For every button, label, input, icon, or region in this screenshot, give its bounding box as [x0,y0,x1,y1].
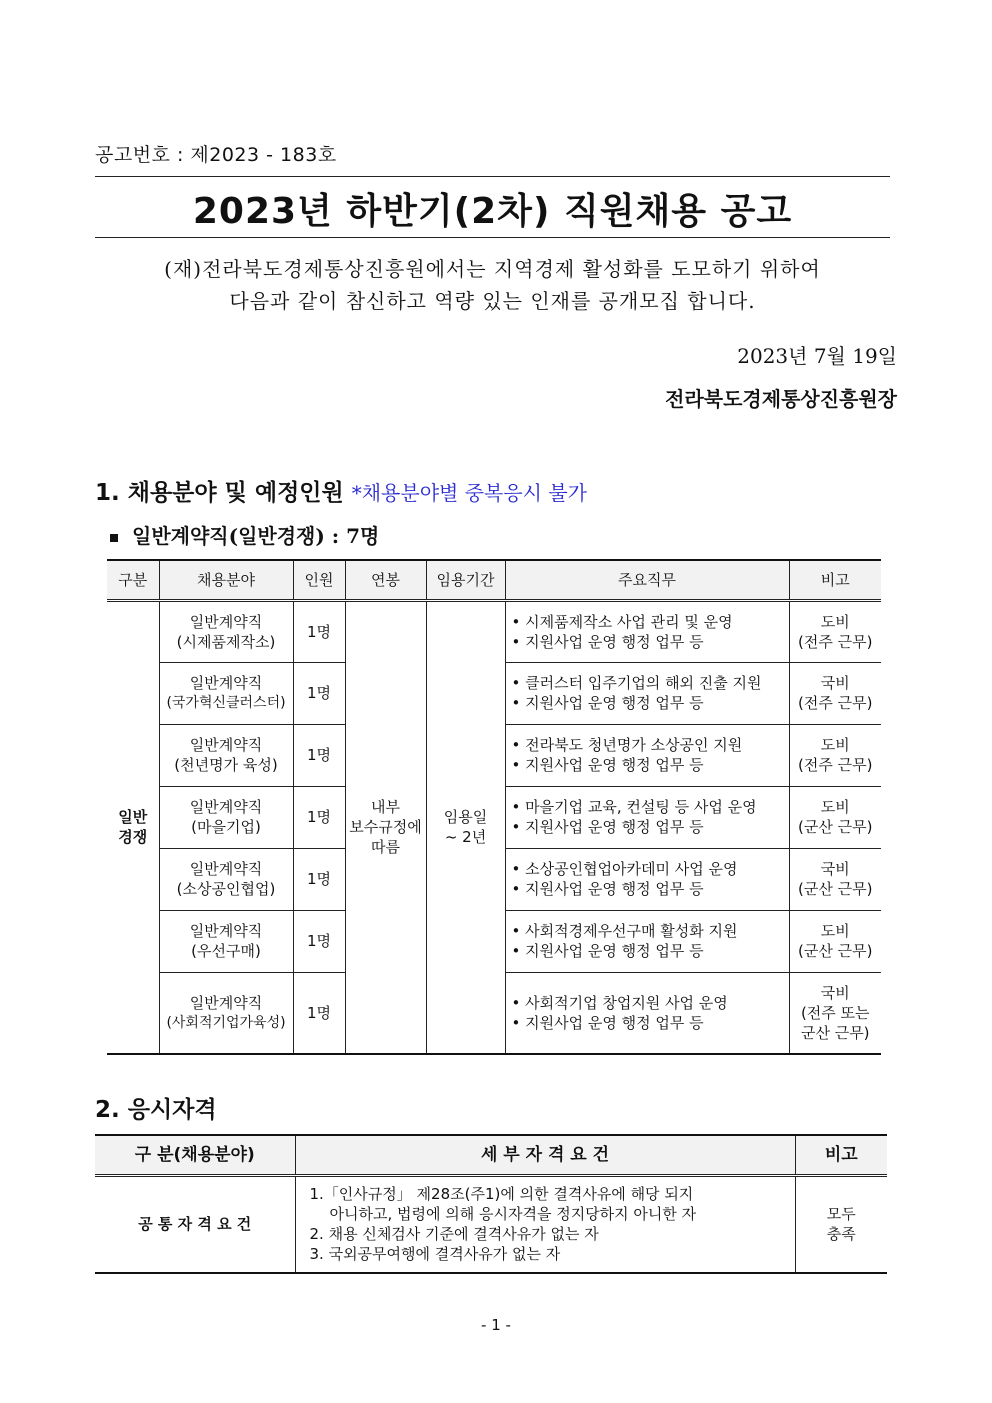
page-title: 2023년 하반기(2차) 직원채용 공고 [192,191,793,232]
table-header-row [95,1135,887,1175]
note-cell: 도비 (군산 근무) [789,786,881,848]
field-cell: 일반계약직 (사회적기업가육성) [159,972,293,1054]
group-label: 경쟁 [118,828,148,847]
field-cell: 일반계약직 (우선구매) [159,910,293,972]
section-1-subheading [110,520,379,549]
field-cell: 일반계약직 (천년명가 육성) [159,724,293,786]
count-cell: 1명 [293,662,345,724]
intro-line-1: (재)전라북도경제통상진흥원에서는 지역경제 활성화를 도모하기 위하여 [164,257,821,281]
divider-top [95,176,890,177]
requirement-item: 2. 채용 신체검사 기준에 결격사유가 없는 자 [309,1225,599,1244]
intro-text [95,253,890,317]
divider-title [95,237,890,238]
group-label: 일반 [118,808,148,827]
requirement-item: 3. 국외공무여행에 결격사유가 없는 자 [309,1245,561,1264]
issuer-name: 전라북도경제통상진흥원장 [665,387,897,411]
notice-number: 공고번호 : 제2023 - 183호 [95,144,337,166]
page-number: - 1 - [481,1316,511,1334]
section-1-heading [95,474,587,507]
group-cell [107,600,159,1054]
col-header: 채용분야 [159,560,293,600]
requirement-item: 아니하고, 법령에 의해 응시자격을 정지당하지 아니한 자 [329,1205,697,1224]
col-header: 인원 [293,560,345,600]
note-cell: 도비 (군산 근무) [789,910,881,972]
col-header: 연봉 [345,560,426,600]
count-cell: 1명 [293,786,345,848]
note-cell: 국비 (전주 또는 군산 근무) [789,972,881,1054]
subheading-text: 일반계약직(일반경쟁) : 7명 [132,524,380,548]
count-cell: 1명 [293,848,345,910]
note-cell: 모두 충족 [795,1175,887,1273]
field-cell: 일반계약직 (국가혁신클러스터) [159,662,293,724]
table-row [107,600,881,662]
col-header: 구분 [107,560,159,600]
term-cell: 임용일 ~ 2년 [426,600,505,1054]
field-cell: 일반계약직 (시제품제작소) [159,600,293,662]
row-label-cell: 공 통 자 격 요 건 [95,1175,295,1273]
field-cell: 일반계약직 (소상공인협업) [159,848,293,910]
duty-cell: • 사회적기업 창업지원 사업 운영 • 지원사업 운영 행정 업무 등 [505,972,789,1054]
count-cell: 1명 [293,910,345,972]
count-cell: 1명 [293,600,345,662]
col-header: 구 분(채용분야) [95,1135,295,1175]
duty-cell: • 소상공인협업아카데미 사업 운영 • 지원사업 운영 행정 업무 등 [505,848,789,910]
field-cell: 일반계약직 (마을기업) [159,786,293,848]
square-bullet-icon [110,534,118,542]
duty-cell: • 전라북도 청년명가 소상공인 지원 • 지원사업 운영 행정 업무 등 [505,724,789,786]
note-cell: 국비 (전주 근무) [789,662,881,724]
section-2-heading: 2. 응시자격 [95,1097,217,1123]
table-row [95,1175,887,1273]
requirement-item: 1.「인사규정」 제28조(주1)에 의한 결격사유에 해당 되지 [309,1185,694,1204]
intro-line-2: 다음과 같이 참신하고 역량 있는 인재를 공개모집 합니다. [229,289,756,313]
duty-cell: • 클러스터 입주기업의 해외 진출 지원 • 지원사업 운영 행정 업무 등 [505,662,789,724]
duty-cell: • 사회적경제우선구매 활성화 지원 • 지원사업 운영 행정 업무 등 [505,910,789,972]
notice-date: 2023년 7월 19일 [737,344,897,368]
section-1-title: 1. 채용분야 및 예정인원 [95,480,344,506]
duty-cell: • 시제품제작소 사업 관리 및 운영 • 지원사업 운영 행정 업무 등 [505,600,789,662]
duty-cell: • 마을기업 교육, 컨설팅 등 사업 운영 • 지원사업 운영 행정 업무 등 [505,786,789,848]
note-cell: 국비 (군산 근무) [789,848,881,910]
section-1-note: *채용분야별 중복응시 불가 [351,481,587,505]
col-header: 비고 [795,1135,887,1175]
col-header: 세 부 자 격 요 건 [295,1135,795,1175]
note-cell: 도비 (전주 근무) [789,724,881,786]
count-cell: 1명 [293,972,345,1054]
recruitment-table [107,559,881,1055]
count-cell: 1명 [293,724,345,786]
qualification-table [95,1134,887,1274]
col-header: 임용기간 [426,560,505,600]
requirements-cell [295,1175,795,1273]
salary-cell: 내부 보수규정에 따름 [345,600,426,1054]
col-header: 주요직무 [505,560,789,600]
note-cell: 도비 (전주 근무) [789,600,881,662]
table-header-row [107,560,881,600]
col-header: 비고 [789,560,881,600]
